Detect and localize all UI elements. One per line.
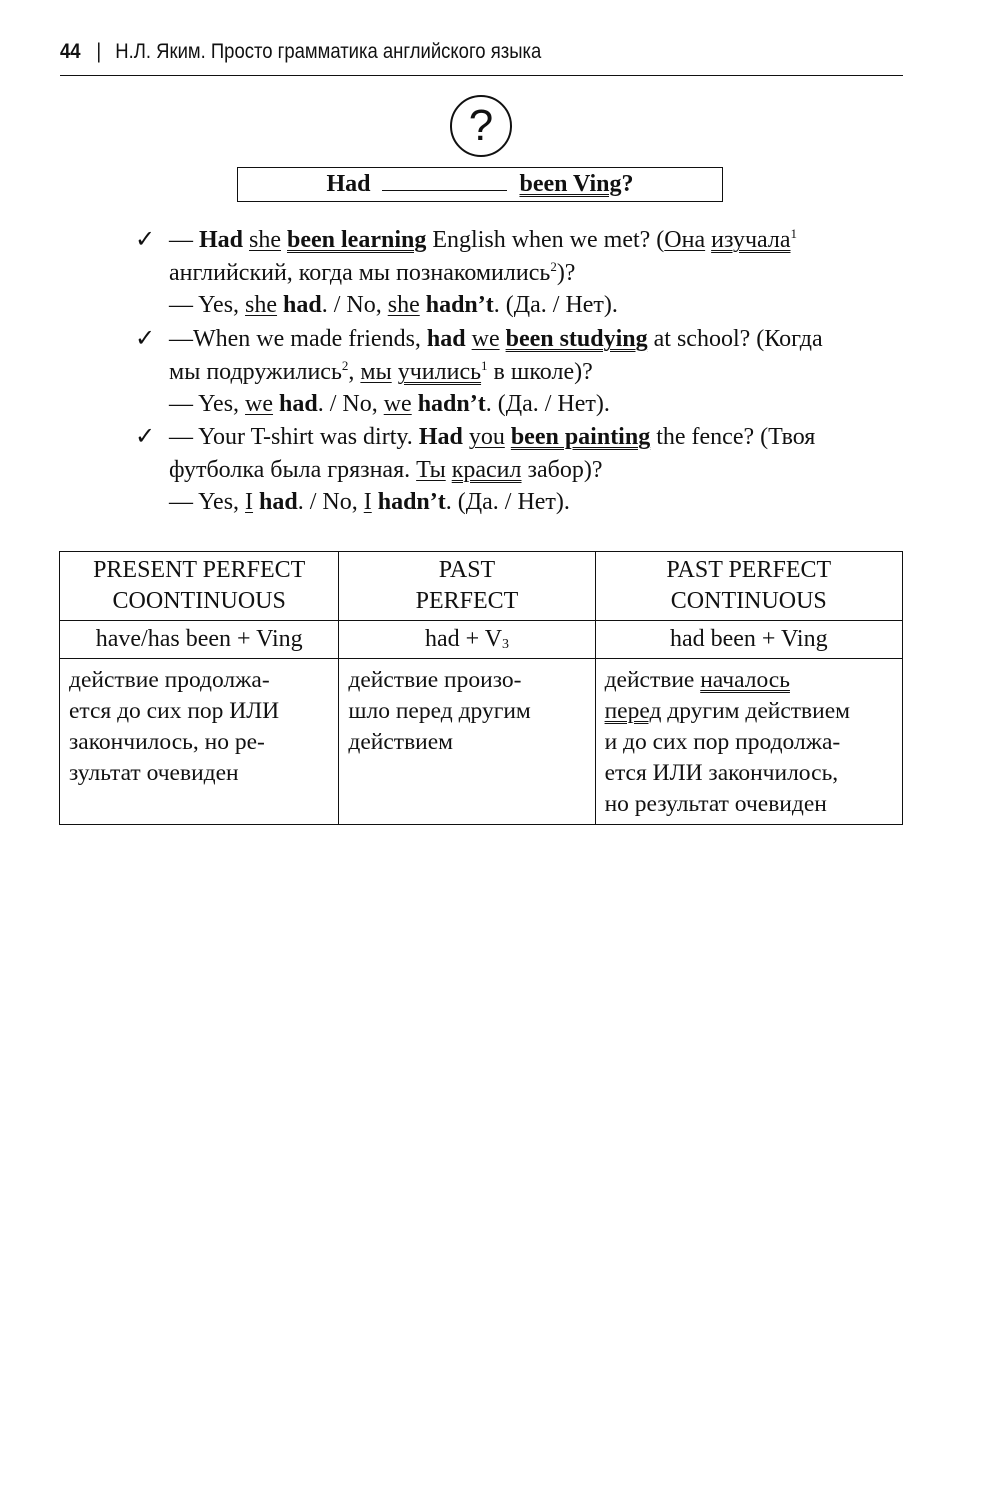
formula-question-mark: ? — [621, 171, 634, 197]
table-description-row — [60, 659, 903, 825]
description-past-perfect-continuous: действие началось перед другим действием и до сих пор продолжа- ется ИЛИ закончилось, но результат очевиден — [595, 659, 902, 825]
page-number: 44 — [60, 40, 81, 63]
formula-present-perfect-continuous: have/has been + Ving — [60, 621, 339, 659]
example-question: ✓ —When we made friends, had we been studying at school? (Когда — [135, 323, 895, 356]
example-translation: английский, когда мы познакомились$^2$)? — [169, 258, 576, 286]
formula-subject-blank — [382, 170, 507, 191]
example-translation: мы подружились$^2$, мы учились$^1$ в школе)? — [169, 357, 593, 385]
example-answer: — Yes, we had. / No, we hadn’t. (Да. / Нет). — [169, 391, 610, 417]
example-3 — [135, 421, 895, 519]
check-icon: ✓ — [135, 227, 156, 253]
page-header — [60, 40, 801, 64]
question-icon: ? — [450, 95, 512, 157]
formula-past-perfect-continuous: had been + Ving — [595, 621, 902, 659]
example-question: ✓ — Had she been learning English when we met? (Она изучала$^1$ — [135, 224, 895, 257]
check-icon: ✓ — [135, 424, 156, 450]
example-answer: — Yes, I had. / No, I hadn’t. (Да. / Нет). — [169, 489, 570, 515]
example-question: ✓ — Your T-shirt was dirty. Had you been painting the fence? (Твоя — [135, 421, 895, 454]
header-rule — [60, 75, 903, 76]
question-formula-box — [237, 167, 723, 202]
table-formula-row — [60, 621, 903, 659]
check-icon: ✓ — [135, 326, 156, 352]
header-past-perfect-continuous: PAST PERFECT CONTINUOUS — [595, 552, 902, 621]
formula-been-ving: been Ving — [519, 171, 622, 197]
example-2 — [135, 323, 895, 421]
book-title: Н.Л. Яким. Просто грамматика английского языка — [115, 40, 542, 63]
header-separator: | — [96, 40, 102, 63]
header-present-perfect-continuous: PRESENT PERFECT COONTINUOUS — [60, 552, 339, 621]
example-translation: футболка была грязная. Ты красил забор)? — [169, 456, 603, 483]
description-present-perfect-continuous: действие продолжа- ется до сих пор ИЛИ закончилось, но ре- зультат очевиден — [60, 659, 339, 825]
formula-had: Had — [326, 171, 371, 197]
tense-comparison-table — [59, 551, 903, 825]
header-past-perfect: PAST PERFECT — [339, 552, 595, 621]
formula-past-perfect: had + $V_3$ — [339, 621, 595, 659]
example-answer: — Yes, she had. / No, she hadn’t. (Да. / Нет). — [169, 292, 618, 318]
table-header-row — [60, 552, 903, 621]
example-1 — [135, 224, 895, 322]
description-past-perfect: действие произо- шло перед другим действием — [339, 659, 595, 825]
